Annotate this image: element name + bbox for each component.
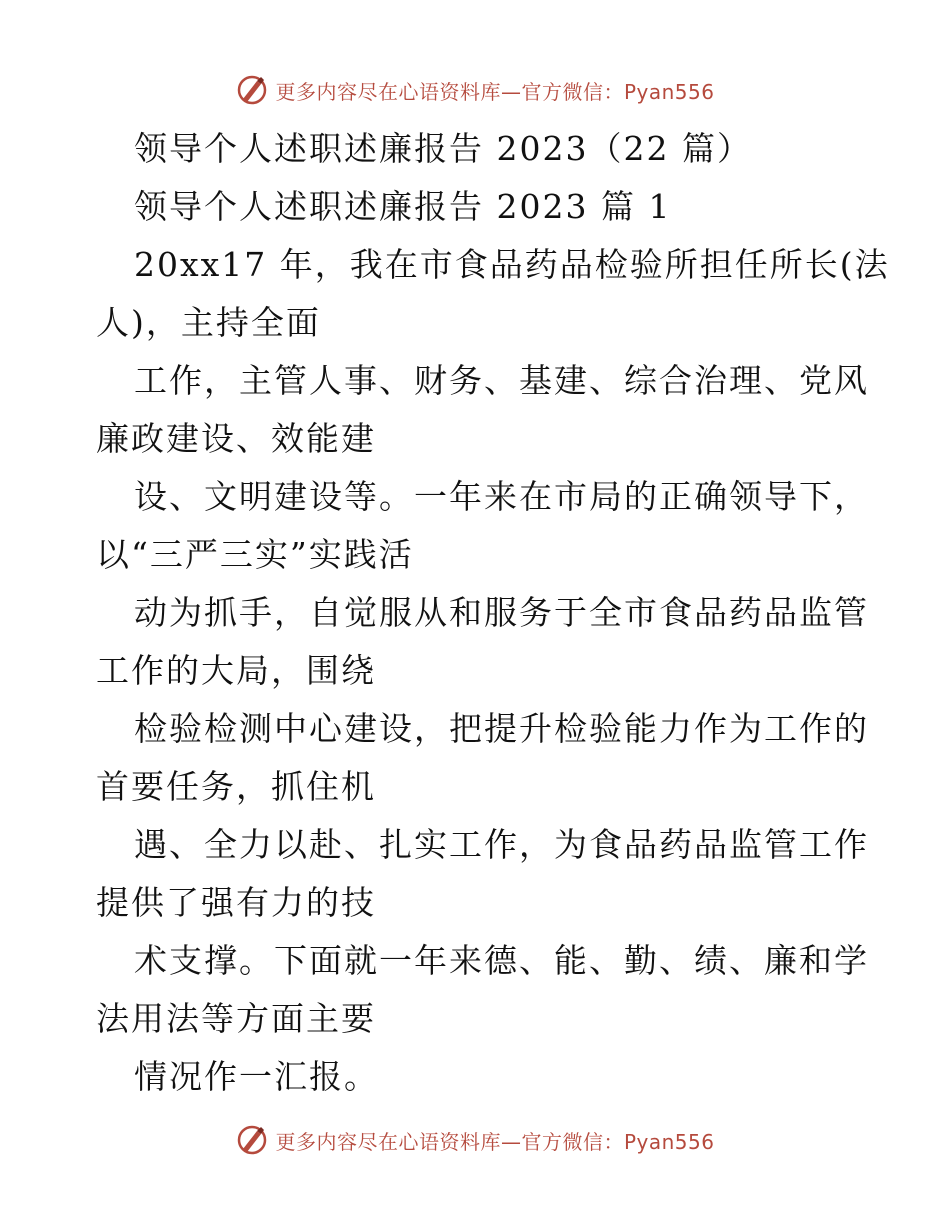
document-line: 提供了强有力的技 xyxy=(96,883,376,922)
watermark-text: 更多内容尽在心语资料库—官方微信：Pyan556 xyxy=(275,79,715,104)
document-line: 术支撑。下面就一年来德、能、勤、绩、廉和学 xyxy=(134,941,869,980)
document-line: 工作的大局，围绕 xyxy=(96,651,376,690)
pen-logo-icon xyxy=(235,1123,269,1157)
document-line: 20xx17 年，我在市食品药品检验所担任所长(法 xyxy=(134,245,890,284)
document-line: 以“三严三实”实践活 xyxy=(96,535,414,574)
header-watermark xyxy=(0,72,950,108)
document-line: 法用法等方面主要 xyxy=(96,999,376,1038)
document-line: 动为抓手，自觉服从和服务于全市食品药品监管 xyxy=(134,593,869,632)
document-line: 工作，主管人事、财务、基建、综合治理、党风 xyxy=(134,361,869,400)
document-line: 检验检测中心建设，把提升检验能力作为工作的 xyxy=(134,709,869,748)
document-line: 廉政建设、效能建 xyxy=(96,419,376,458)
document-body xyxy=(96,120,890,1106)
document-line: 首要任务，抓住机 xyxy=(96,767,376,806)
watermark-text: 更多内容尽在心语资料库—官方微信：Pyan556 xyxy=(275,1129,715,1154)
document-line: 遇、全力以赴、扎实工作，为食品药品监管工作 xyxy=(134,825,869,864)
document-line: 人)，主持全面 xyxy=(96,303,321,342)
document-line: 情况作一汇报。 xyxy=(134,1057,379,1096)
document-line: 领导个人述职述廉报告 2023 篇 1 xyxy=(134,187,672,226)
document-line: 设、文明建设等。一年来在市局的正确领导下， xyxy=(134,477,869,516)
pen-logo-icon xyxy=(235,73,269,107)
document-line: 领导个人述职述廉报告 2023（22 篇） xyxy=(134,129,752,168)
footer-watermark xyxy=(0,1122,950,1158)
